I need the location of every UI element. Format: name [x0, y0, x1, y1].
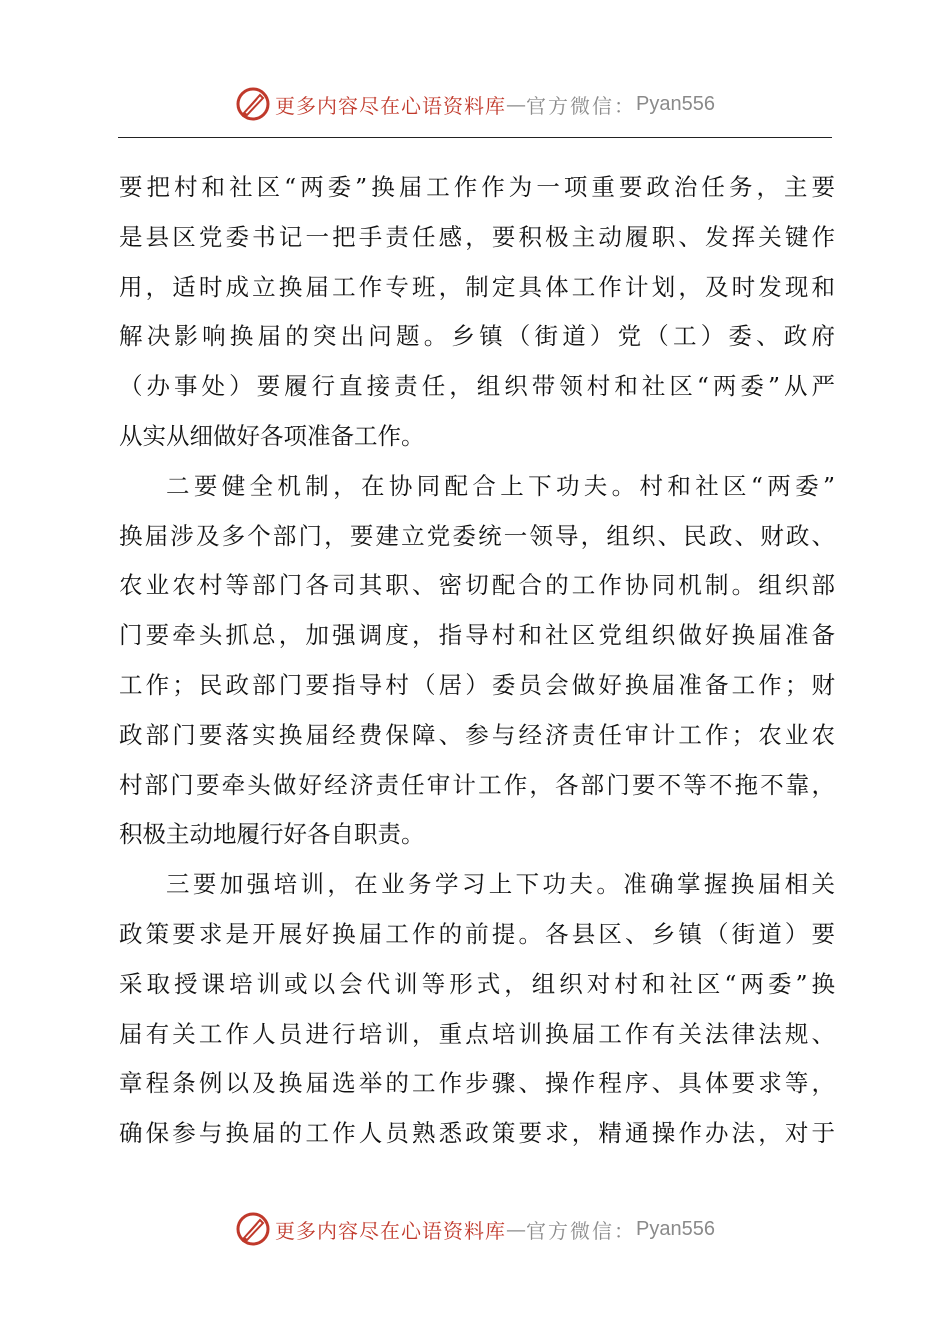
- text-line: 是县区党委书记一把手责任感，要积极主动履职、发挥关键作: [119, 222, 835, 251]
- text-line: 届有关工作人员进行培训，重点培训换届工作有关法律法规、: [119, 1019, 835, 1048]
- text-line: 从实从细做好各项准备工作。: [119, 421, 425, 450]
- text-line: 换届涉及多个部门，要建立党委统一领导，组织、民政、财政、: [119, 521, 835, 550]
- text-line: 农业农村等部门各司其职、密切配合的工作协同机制。组织部: [119, 571, 835, 600]
- banner-title: 更多内容尽在心语资料库: [275, 1218, 507, 1243]
- pen-logo-icon: [235, 1211, 271, 1247]
- document-body: [119, 163, 835, 1159]
- banner-wechat-id: Pyan556: [636, 92, 715, 115]
- text-line: 村部门要牵头做好经济责任审计工作，各部门要不等不拖不靠，: [119, 770, 835, 799]
- paragraph: [119, 163, 835, 462]
- text-line: （办事处）要履行直接责任，组织带领村和社区“两委”从严: [119, 372, 835, 401]
- pen-logo-icon: [235, 86, 271, 122]
- banner-title: 更多内容尽在心语资料库: [275, 93, 507, 118]
- text-line: 政策要求是开展好换届工作的前提。各县区、乡镇（街道）要: [119, 919, 835, 948]
- text-line: 政部门要落实换届经费保障、参与经济责任审计工作；农业农: [119, 720, 835, 749]
- paragraph: [119, 860, 835, 1159]
- banner-separator: —: [506, 1217, 527, 1241]
- footer-banner: [0, 1207, 950, 1251]
- banner-wechat-label: 官方微信：: [526, 93, 637, 118]
- paragraph: [119, 462, 835, 860]
- text-line: 积极主动地履行好各自职责。: [119, 820, 425, 849]
- text-line: 二要健全机制，在协同配合上下功夫。村和社区“两委”: [166, 471, 835, 500]
- header-banner: [0, 82, 950, 126]
- banner-separator: —: [506, 92, 527, 116]
- text-line: 三要加强培训，在业务学习上下功夫。准确掌握换届相关: [166, 870, 835, 899]
- header-divider: [118, 137, 832, 138]
- text-line: 解决影响换届的突出问题。乡镇（街道）党（工）委、政府: [119, 322, 835, 351]
- banner-wechat-label: 官方微信：: [526, 1218, 637, 1243]
- text-line: 章程条例以及换届选举的工作步骤、操作程序、具体要求等，: [119, 1069, 835, 1098]
- text-line: 工作；民政部门要指导村（居）委员会做好换届准备工作；财: [119, 670, 835, 699]
- text-line: 采取授课培训或以会代训等形式，组织对村和社区“两委”换: [119, 969, 835, 998]
- text-line: 确保参与换届的工作人员熟悉政策要求，精通操作办法，对于: [119, 1119, 835, 1148]
- text-line: 要把村和社区“两委”换届工作作为一项重要政治任务，主要: [119, 173, 835, 201]
- text-line: 门要牵头抓总，加强调度，指导村和社区党组织做好换届准备: [119, 621, 835, 650]
- banner-wechat-id: Pyan556: [636, 1217, 715, 1240]
- text-line: 用，适时成立换届工作专班，制定具体工作计划，及时发现和: [119, 272, 835, 301]
